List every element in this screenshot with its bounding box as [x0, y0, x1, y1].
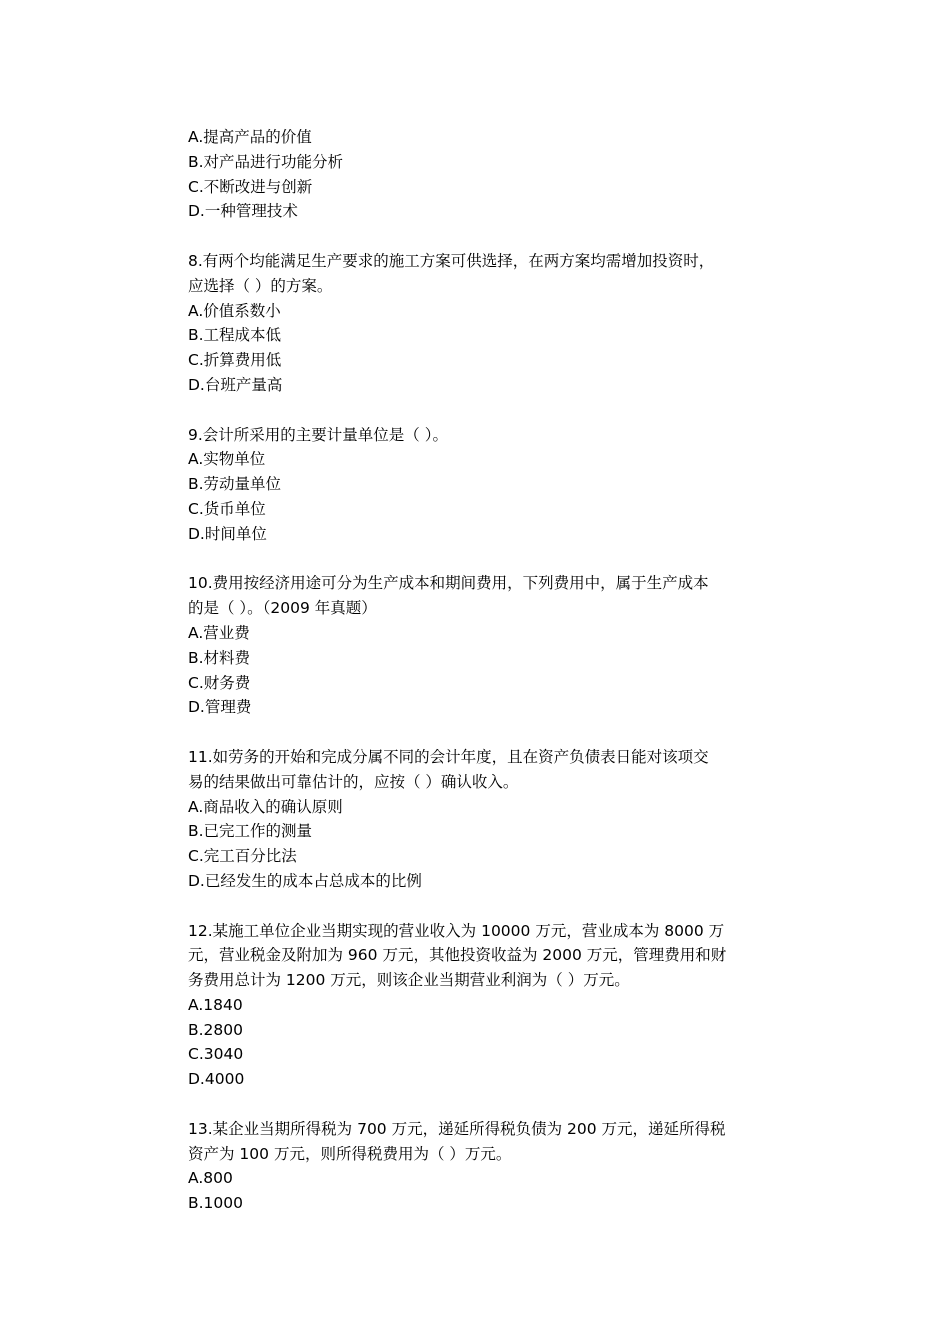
option-d: D.管理费 — [188, 698, 252, 717]
question-9 — [188, 423, 768, 547]
spacer — [188, 224, 768, 249]
option-c: C.折算费用低 — [188, 351, 282, 370]
option-b: B.2800 — [188, 1020, 244, 1039]
option-d: D.4000 — [188, 1070, 245, 1089]
question-text: 易的结果做出可靠估计的，应按（ ）确认收入。 — [188, 772, 519, 791]
option-d: D.台班产量高 — [188, 375, 283, 394]
option-b: B.已完工作的测量 — [188, 822, 313, 841]
question-13 — [188, 1117, 768, 1216]
question-text: 的是（ ）。（2009 年真题） — [188, 599, 377, 618]
question-text: 11.如劳务的开始和完成分属不同的会计年度，且在资产负债表日能对该项交 — [188, 747, 709, 766]
option-a: A.实物单位 — [188, 450, 266, 469]
option-a: A.商品收入的确认原则 — [188, 797, 343, 816]
question-12 — [188, 919, 768, 1093]
question-text: 应选择（ ）的方案。 — [188, 276, 333, 295]
question-text: 13.某企业当期所得税为 700 万元，递延所得税负债为 200 万元，递延所得税 — [188, 1119, 726, 1138]
question-text: 9.会计所采用的主要计量单位是（ ）。 — [188, 425, 448, 444]
question-text: 8.有两个均能满足生产要求的施工方案可供选择，在两方案均需增加投资时， — [188, 251, 715, 270]
question-text: 资产为 100 万元，则所得税费用为（ ）万元。 — [188, 1144, 512, 1163]
document-page — [188, 125, 768, 1216]
option-b: B.工程成本低 — [188, 326, 282, 345]
spacer — [188, 894, 768, 919]
option-c: C.货币单位 — [188, 499, 266, 518]
option-c: C.不断改进与创新 — [188, 177, 313, 196]
question-text: 元，营业税金及附加为 960 万元，其他投资收益为 2000 万元，管理费用和财 — [188, 946, 727, 965]
option-a: A.价值系数小 — [188, 301, 281, 320]
option-a: A.800 — [188, 1169, 233, 1188]
option-a: A.营业费 — [188, 623, 250, 642]
option-c: C.完工百分比法 — [188, 847, 297, 866]
option-a: A.1840 — [188, 995, 243, 1014]
question-7-options — [188, 125, 768, 224]
question-text: 12.某施工单位企业当期实现的营业收入为 10000 万元，营业成本为 8000 万 — [188, 921, 725, 940]
question-11 — [188, 745, 768, 894]
option-b: B.材料费 — [188, 648, 251, 667]
option-b: B.对产品进行功能分析 — [188, 152, 344, 171]
option-c: C.3040 — [188, 1045, 244, 1064]
question-8 — [188, 249, 768, 398]
spacer — [188, 547, 768, 572]
option-d: D.时间单位 — [188, 524, 267, 543]
option-b: B.1000 — [188, 1194, 244, 1213]
option-d: D.一种管理技术 — [188, 202, 298, 221]
spacer — [188, 1092, 768, 1117]
spacer — [188, 398, 768, 423]
option-b: B.劳动量单位 — [188, 475, 282, 494]
option-c: C.财务费 — [188, 673, 251, 692]
question-text: 10.费用按经济用途可分为生产成本和期间费用，下列费用中，属于生产成本 — [188, 574, 709, 593]
spacer — [188, 720, 768, 745]
option-d: D.已经发生的成本占总成本的比例 — [188, 871, 422, 890]
option-a: A.提高产品的价值 — [188, 128, 312, 146]
question-10 — [188, 571, 768, 720]
question-text: 务费用总计为 1200 万元，则该企业当期营业利润为（ ）万元。 — [188, 971, 630, 990]
